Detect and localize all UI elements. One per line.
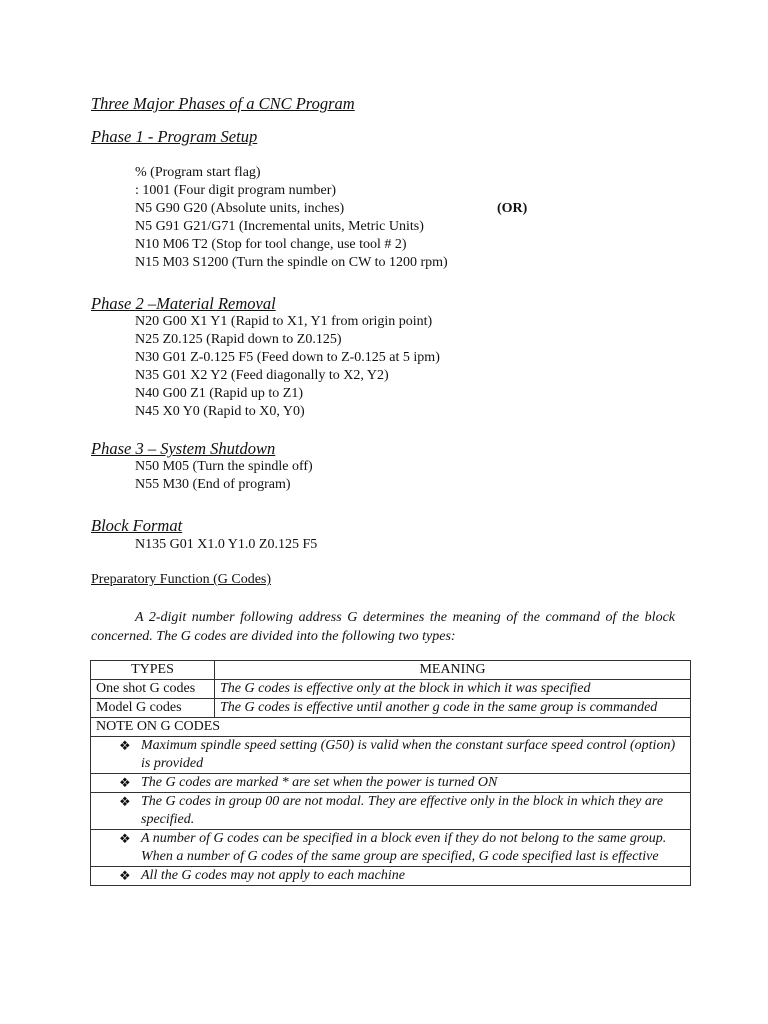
note-text: All the G codes may not apply to each machine — [141, 868, 405, 883]
code-line: N25 Z0.125 (Rapid down to Z0.125) — [135, 332, 342, 347]
note-row — [91, 830, 691, 867]
type-cell: One shot G codes — [91, 680, 215, 699]
block-format-heading: Block Format — [91, 516, 183, 535]
meaning-cell: The G codes is effective only at the block in which it was specified — [215, 680, 691, 699]
prep-function-paragraph — [91, 608, 675, 646]
code-line: % (Program start flag) — [135, 165, 261, 180]
table-header-row — [91, 661, 691, 680]
note-text: The G codes are marked * are set when the power is turned ON — [141, 775, 498, 790]
note-item — [91, 830, 691, 867]
note-item — [91, 737, 691, 774]
code-line: N50 M05 (Turn the spindle off) — [135, 459, 313, 474]
code-line: N40 G00 Z1 (Rapid up to Z1) — [135, 386, 303, 401]
code-line: : 1001 (Four digit program number) — [135, 183, 337, 198]
type-cell: Model G codes — [91, 699, 215, 718]
code-line: N20 G00 X1 Y1 (Rapid to X1, Y1 from origin point) — [135, 314, 433, 329]
phase-2-heading: Phase 2 –Material Removal — [91, 294, 276, 313]
diamond-bullet-icon: ❖ — [119, 868, 131, 883]
diamond-bullet-icon: ❖ — [119, 794, 131, 809]
code-line: N10 M06 T2 (Stop for tool change, use tool # 2) — [135, 237, 407, 252]
code-line: N5 G90 G20 (Absolute units, inches) — [135, 201, 345, 216]
document-title: Three Major Phases of a CNC Program — [91, 94, 355, 113]
note-text: Maximum spindle speed setting (G50) is valid when the constant surface speed control (option) is provided — [141, 738, 676, 771]
prep-function-heading: Preparatory Function (G Codes) — [91, 572, 272, 587]
code-line: N30 G01 Z-0.125 F5 (Feed down to Z-0.125 at 5 ipm) — [135, 350, 440, 365]
note-heading-row — [91, 718, 691, 737]
note-item — [91, 774, 691, 793]
diamond-bullet-icon: ❖ — [119, 831, 131, 846]
meaning-cell: The G codes is effective until another g code in the same group is commanded — [215, 699, 691, 718]
code-line: N45 X0 Y0 (Rapid to X0, Y0) — [135, 404, 305, 419]
code-line: N135 G01 X1.0 Y1.0 Z0.125 F5 — [135, 537, 318, 552]
code-line: N55 M30 (End of program) — [135, 477, 291, 492]
phase-3-heading: Phase 3 – System Shutdown — [91, 439, 276, 458]
table-row — [91, 699, 691, 718]
or-label: (OR) — [497, 201, 528, 216]
header-types: TYPES — [91, 661, 215, 680]
code-line: N5 G91 G21/G71 (Incremental units, Metric Units) — [135, 219, 424, 234]
header-meaning: MEANING — [215, 661, 691, 680]
code-line: N35 G01 X2 Y2 (Feed diagonally to X2, Y2) — [135, 368, 389, 383]
paragraph-text: A 2-digit number following address G determines the meaning of the command of the block concerned. The G codes are divided into the following two types: — [91, 610, 675, 644]
note-item — [91, 793, 691, 830]
note-row — [91, 774, 691, 793]
g-codes-table — [90, 660, 691, 886]
code-line: N15 M03 S1200 (Turn the spindle on CW to 1200 rpm) — [135, 255, 448, 270]
note-heading: NOTE ON G CODES — [91, 718, 691, 737]
note-row — [91, 737, 691, 774]
diamond-bullet-icon: ❖ — [119, 738, 131, 753]
note-item — [91, 867, 691, 886]
note-text: The G codes in group 00 are not modal. They are effective only in the block in which they are specified. — [141, 794, 664, 827]
phase-1-heading: Phase 1 - Program Setup — [91, 127, 258, 146]
note-row — [91, 793, 691, 830]
table-row — [91, 680, 691, 699]
diamond-bullet-icon: ❖ — [119, 775, 131, 790]
note-text: A number of G codes can be specified in a block even if they do not belong to the same group. When a number of G codes of the same group are specified, G code specified last is effective — [141, 831, 667, 864]
note-row — [91, 867, 691, 886]
